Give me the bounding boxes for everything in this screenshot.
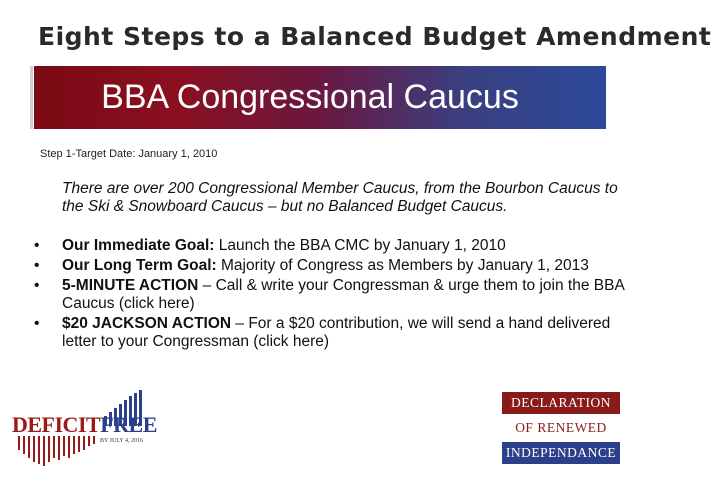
- intro-text: There are over 200 Congressional Member Caucus, from the Bourbon Caucus to the Ski & Snowboard Caucus – but no Balanced Budget Caucus.: [62, 180, 618, 215]
- page-header-title: Eight Steps to a Balanced Budget Amendment: [38, 22, 711, 51]
- declaration-line-3: INDEPENDANCE: [502, 442, 620, 464]
- item-bold: Our Immediate Goal:: [62, 237, 215, 254]
- title-banner: [34, 66, 606, 129]
- item-bold: 5-MINUTE ACTION: [62, 277, 199, 294]
- banner-edge: [30, 66, 33, 129]
- step-label: Step 1-Target Date: January 1, 2010: [40, 148, 218, 160]
- list-item[interactable]: [34, 277, 624, 313]
- declaration-line-2: OF RENEWED: [502, 417, 620, 439]
- declaration-line-1: DECLARATION: [502, 392, 620, 414]
- list-item: [34, 237, 624, 255]
- item-text[interactable]: – Call & write your Congressman & urge them to join the BBA Caucus (click here): [62, 277, 624, 312]
- item-bold: Our Long Term Goal:: [62, 257, 217, 274]
- logo-word-free: FREE: [100, 412, 157, 437]
- declaration-logo: [502, 392, 620, 472]
- logo-subtitle: BY JULY 4, 2016: [100, 438, 143, 444]
- goal-list: [34, 237, 624, 353]
- list-item[interactable]: [34, 315, 624, 351]
- bullet-icon: •: [34, 237, 40, 254]
- bullet-icon: •: [34, 315, 40, 332]
- item-bold: $20 JACKSON ACTION: [62, 315, 232, 332]
- item-text[interactable]: – For a $20 contribution, we will send a hand delivered letter to your Congressman (click here): [62, 315, 611, 350]
- deficit-free-logo: [12, 390, 157, 470]
- item-text: Majority of Congress as Members by January 1, 2013: [216, 257, 589, 274]
- item-text: Launch the BBA CMC by January 1, 2010: [214, 237, 506, 254]
- list-item: [34, 257, 624, 275]
- logo-wordmark: [12, 412, 157, 438]
- bullet-icon: •: [34, 257, 40, 274]
- bullet-icon: •: [34, 277, 40, 294]
- logo-word-deficit: DEFICIT: [12, 412, 101, 437]
- banner-title: BBA Congressional Caucus: [101, 78, 519, 116]
